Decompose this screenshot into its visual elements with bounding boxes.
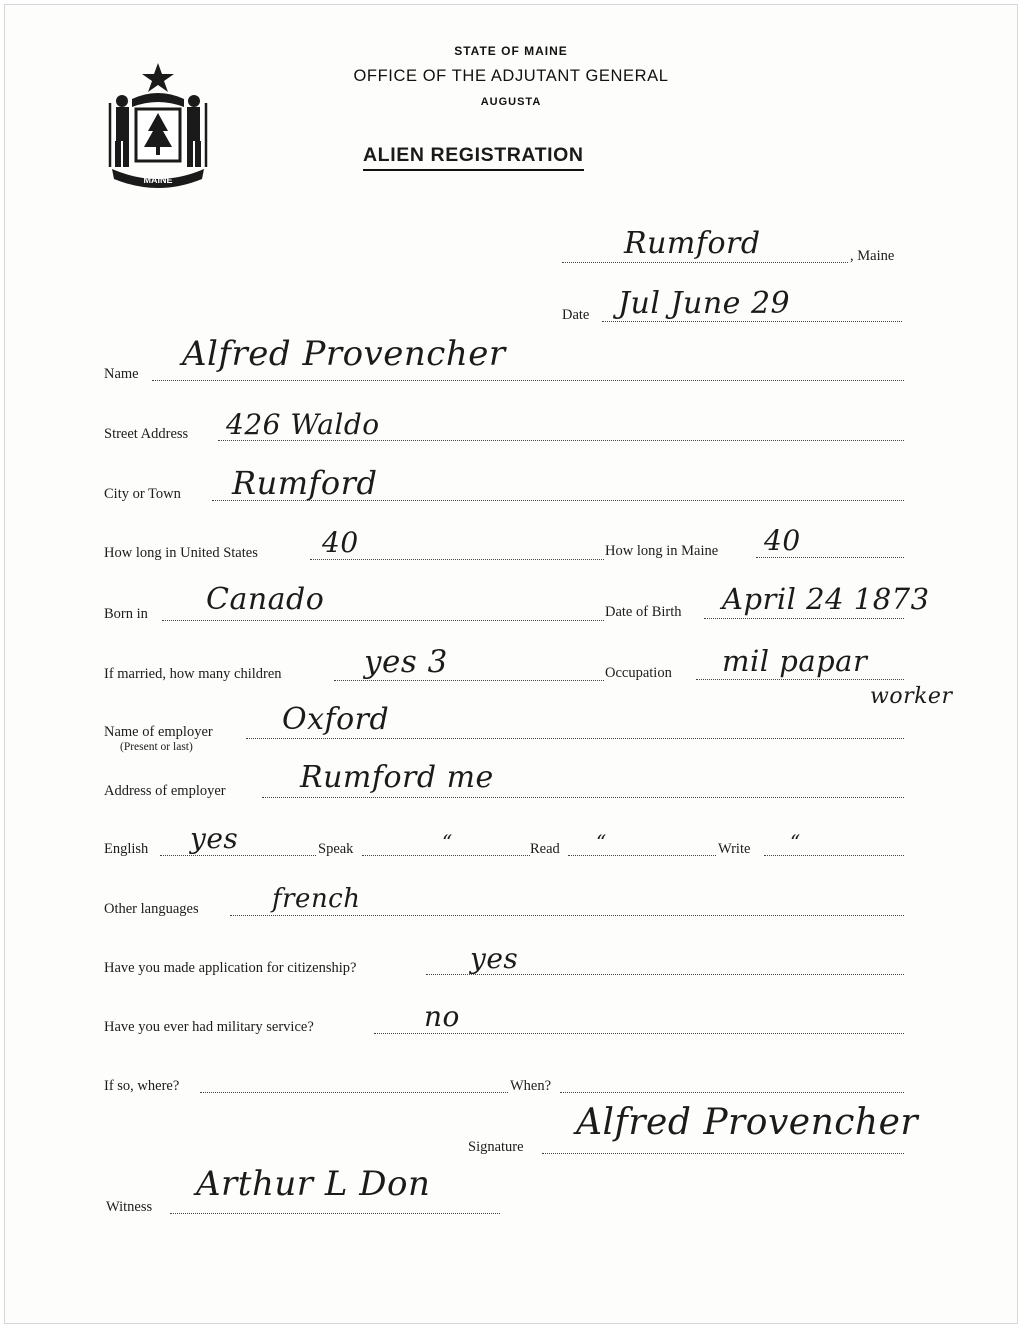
date-value[interactable]: Jul June 29 [618, 286, 791, 321]
how-long-maine-line [756, 557, 904, 558]
english-label: English [104, 841, 149, 857]
street-label: Street Address [104, 426, 189, 442]
date-label: Date [562, 307, 590, 323]
registration-form [4, 4, 1018, 1324]
maine-suffix-label: , Maine [850, 248, 895, 264]
married-value[interactable]: yes 3 [364, 644, 448, 680]
write-label: Write [718, 841, 751, 857]
if-so-where-line [200, 1092, 508, 1093]
signature-line [542, 1153, 904, 1154]
english-line [160, 855, 316, 856]
employer-value[interactable]: Oxford [282, 702, 390, 737]
occupation-line [696, 679, 904, 680]
employer-label: Name of employer [104, 724, 213, 740]
employer-address-value[interactable]: Rumford me [300, 760, 494, 795]
town-heading-value[interactable]: Rumford [624, 226, 761, 261]
date-line [602, 321, 902, 322]
witness-label: Witness [106, 1199, 153, 1215]
employer-address-line [262, 797, 904, 798]
read-line [568, 855, 716, 856]
speak-value[interactable]: “ [442, 830, 453, 854]
svg-text:MAINE: MAINE [143, 175, 173, 185]
occupation-label: Occupation [605, 665, 672, 681]
speak-line [362, 855, 530, 856]
military-value[interactable]: no [424, 1000, 460, 1033]
city-label: City or Town [104, 486, 181, 502]
citizenship-value[interactable]: yes [470, 942, 519, 975]
born-in-value[interactable]: Canado [206, 582, 325, 617]
how-long-us-line [310, 559, 604, 560]
write-line [764, 855, 904, 856]
town-line [562, 262, 848, 263]
how-long-maine-value[interactable]: 40 [764, 524, 801, 557]
dob-line [704, 618, 904, 619]
header-city: AUGUSTA [480, 96, 542, 108]
city-value[interactable]: Rumford [232, 464, 378, 502]
when-label: When? [510, 1078, 552, 1094]
form-title: ALIEN REGISTRATION [363, 144, 584, 171]
read-label: Read [530, 841, 560, 857]
how-long-us-value[interactable]: 40 [322, 526, 359, 559]
street-value[interactable]: 426 Waldo [226, 408, 380, 441]
header-state: STATE OF MAINE [454, 44, 568, 58]
employer-address-label: Address of employer [104, 783, 226, 799]
other-languages-label: Other languages [104, 901, 199, 917]
when-line [560, 1092, 904, 1093]
military-line [374, 1033, 904, 1034]
military-label: Have you ever had military service? [104, 1019, 314, 1035]
if-so-where-label: If so, where? [104, 1078, 180, 1094]
witness-value[interactable]: Arthur L Don [196, 1164, 431, 1204]
english-value[interactable]: yes [190, 822, 239, 855]
married-label: If married, how many children [104, 666, 282, 682]
dob-label: Date of Birth [605, 604, 682, 620]
name-line [152, 380, 904, 381]
married-line [334, 680, 604, 681]
witness-line [170, 1213, 500, 1214]
signature-label: Signature [468, 1139, 524, 1155]
speak-label: Speak [318, 841, 354, 857]
born-in-label: Born in [104, 606, 148, 622]
employer-sub-label: (Present or last) [120, 741, 193, 753]
header-office: OFFICE OF THE ADJUTANT GENERAL [353, 67, 669, 85]
how-long-maine-label: How long in Maine [605, 543, 719, 559]
write-value[interactable]: “ [790, 830, 801, 854]
employer-line [246, 738, 904, 739]
born-in-line [162, 620, 604, 621]
how-long-us-label: How long in United States [104, 545, 258, 561]
signature-value[interactable]: Alfred Provencher [576, 1102, 919, 1143]
citizenship-label: Have you made application for citizenship? [104, 960, 357, 976]
other-languages-line [230, 915, 904, 916]
dob-value[interactable]: April 24 1873 [722, 582, 930, 616]
occupation-value-line1[interactable]: mil papar [722, 644, 868, 678]
read-value[interactable]: “ [596, 830, 607, 854]
name-value[interactable]: Alfred Provencher [182, 334, 506, 374]
name-label: Name [104, 366, 139, 382]
occupation-value-line2[interactable]: worker [870, 684, 953, 709]
other-languages-value[interactable]: french [272, 884, 361, 914]
